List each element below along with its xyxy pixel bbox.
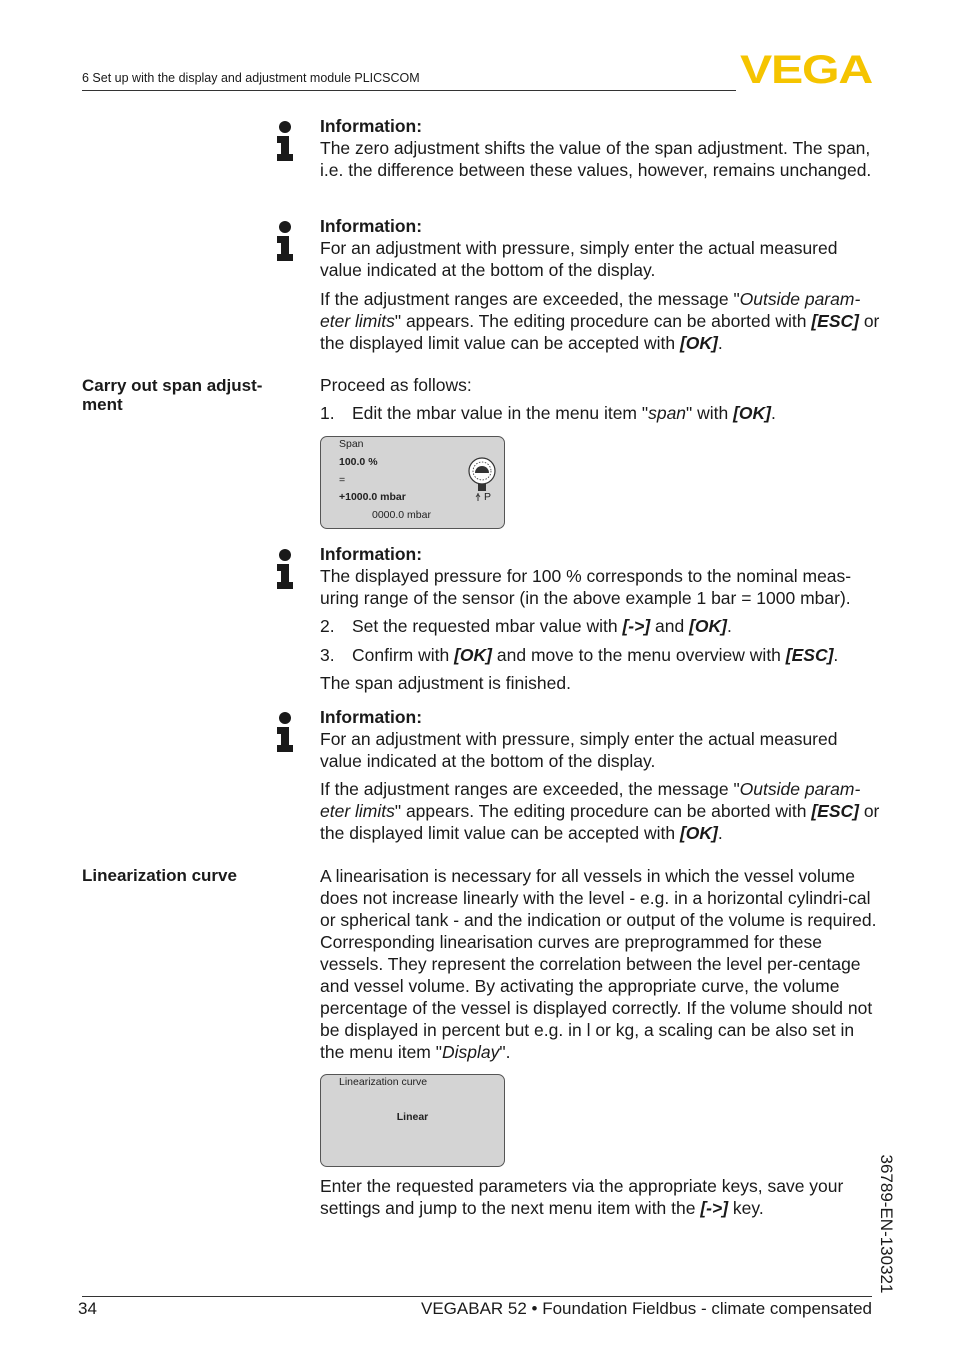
display-title: Span bbox=[339, 438, 364, 450]
display-p-label: P bbox=[484, 491, 492, 503]
info-text: The displayed pressure for 100 % corresponds to the nominal meas-uring range of the sensor (in the above example 1 bar = 1000 mbar). bbox=[320, 566, 852, 608]
info-block-pressure-2 bbox=[320, 706, 880, 844]
display-title: Linearization curve bbox=[339, 1076, 428, 1088]
done-text: The span adjustment is finished. bbox=[320, 673, 571, 693]
info-icon bbox=[275, 221, 295, 261]
display-span bbox=[320, 436, 505, 529]
info-limits-paragraph: If the adjustment ranges are exceeded, the message "Outside param-eter limits" appears. The editing procedure can be aborted with [ESC] or the displayed limit value can be accepted with [OK]. bbox=[320, 289, 880, 353]
step-3: 3. Confirm with [OK] and move to the menu overview with [ESC]. bbox=[320, 645, 839, 665]
info-block-zero bbox=[320, 115, 880, 181]
step-2: 2. Set the requested mbar value with [->] and [OK]. bbox=[320, 616, 732, 636]
info-title: Information: bbox=[320, 216, 423, 236]
info-title: Information: bbox=[320, 707, 423, 727]
vega-logo bbox=[740, 52, 872, 86]
display-bottom-value: 0000.0 mbar bbox=[372, 509, 431, 521]
step-1: 1. Edit the mbar value in the menu item "span" with [OK]. bbox=[320, 403, 776, 423]
pressure-gauge-icon bbox=[467, 457, 497, 505]
info-block-pressure bbox=[320, 215, 880, 354]
info-icon bbox=[275, 549, 295, 589]
display-linearization bbox=[320, 1074, 505, 1167]
footer-title: VEGABAR 52 • Foundation Fieldbus - climate compensated bbox=[420, 1299, 872, 1318]
logo-text: VEGA bbox=[740, 52, 872, 86]
footer-rule bbox=[82, 1296, 872, 1297]
linearization-outro: Enter the requested parameters via the appropriate keys, save your settings and jump to the next menu item with the [->] key. bbox=[320, 1176, 844, 1218]
info-title: Information: bbox=[320, 116, 423, 136]
info-title: Information: bbox=[320, 544, 423, 564]
span-instructions bbox=[320, 374, 880, 424]
info-text: For an adjustment with pressure, simply enter the actual measured value indicated at the bottom of the display. bbox=[320, 238, 838, 280]
info-icon bbox=[275, 712, 295, 752]
page-number: 34 bbox=[78, 1299, 97, 1318]
side-heading-span: Carry out span adjust-ment bbox=[82, 376, 263, 414]
info-text: For an adjustment with pressure, simply enter the actual measured value indicated at the bottom of the display. bbox=[320, 729, 838, 771]
info-limits-paragraph: If the adjustment ranges are exceeded, the message "Outside param-eter limits" appears. The editing procedure can be aborted with [ESC] or the displayed limit value can be accepted with [OK]. bbox=[320, 779, 880, 843]
display-equals: = bbox=[339, 474, 346, 486]
side-heading-linearization: Linearization curve bbox=[82, 866, 237, 885]
running-header: 6 Set up with the display and adjustment module PLICSCOM bbox=[82, 71, 420, 85]
display-value: Linear bbox=[396, 1111, 429, 1123]
document-code: 36789-EN-130321 bbox=[877, 1154, 896, 1294]
display-value: +1000.0 mbar bbox=[339, 491, 406, 503]
info-text: The zero adjustment shifts the value of the span adjustment. The span, i.e. the difference between these values, however, remains unchanged. bbox=[320, 138, 872, 180]
display-percent: 100.0 % bbox=[339, 456, 378, 468]
info-block-nominal bbox=[320, 543, 880, 694]
header-rule bbox=[82, 90, 736, 91]
info-icon bbox=[275, 121, 295, 161]
linearization-text: A linearisation is necessary for all vessels in which the vessel volume does not increase linearly with the level - e.g. in a horizontal cylindri-cal or spherical tank - and the indication or output of the volume is required. Corresponding linearisation curves are preprogrammed for these vessels. They represent the correlation between the level per-centage and vessel volume. By activating the appropriate curve, the volume percentage of the vessel is displayed correctly. If the volume should not be displayed in percent but e.g. in l or kg, a scaling can be also set in the menu item "Display". bbox=[320, 866, 877, 1062]
intro-text: Proceed as follows: bbox=[320, 375, 472, 395]
